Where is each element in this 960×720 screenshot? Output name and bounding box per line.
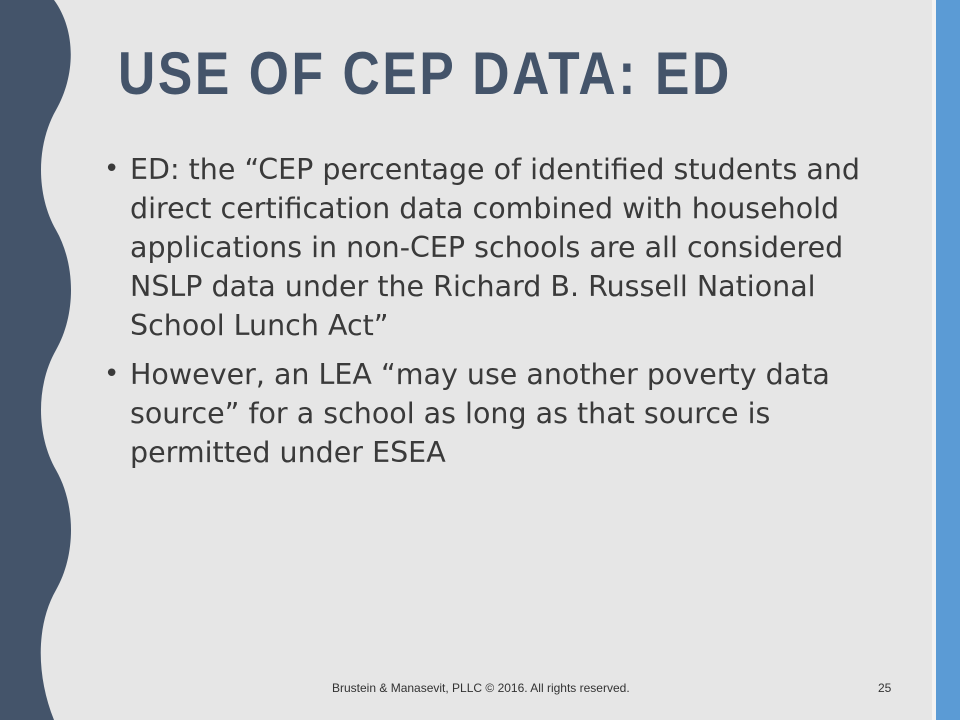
right-accent-bar [936, 0, 960, 720]
page-number: 25 [878, 681, 892, 695]
footer-copyright: Brustein & Manasevit, PLLC © 2016. All rights reserved. [332, 681, 630, 695]
bullet-text: However, an LEA “may use another poverty data source” for a school as long as that source is permitted under ESEA [130, 358, 830, 469]
bullet-icon: • [104, 154, 120, 184]
bullet-item [104, 355, 894, 472]
bullet-text: ED: the “CEP percentage of identified students and direct certification data combined with household applications in non-CEP schools are all considered NSLP data under the Richard B. Russell National School Lunch Act” [130, 153, 860, 342]
left-wave-decoration [0, 0, 90, 720]
bullet-item [104, 150, 894, 345]
bullet-list [104, 150, 894, 482]
slide-title: USE OF CEP DATA: ED [118, 40, 732, 107]
bullet-icon: • [104, 359, 120, 389]
